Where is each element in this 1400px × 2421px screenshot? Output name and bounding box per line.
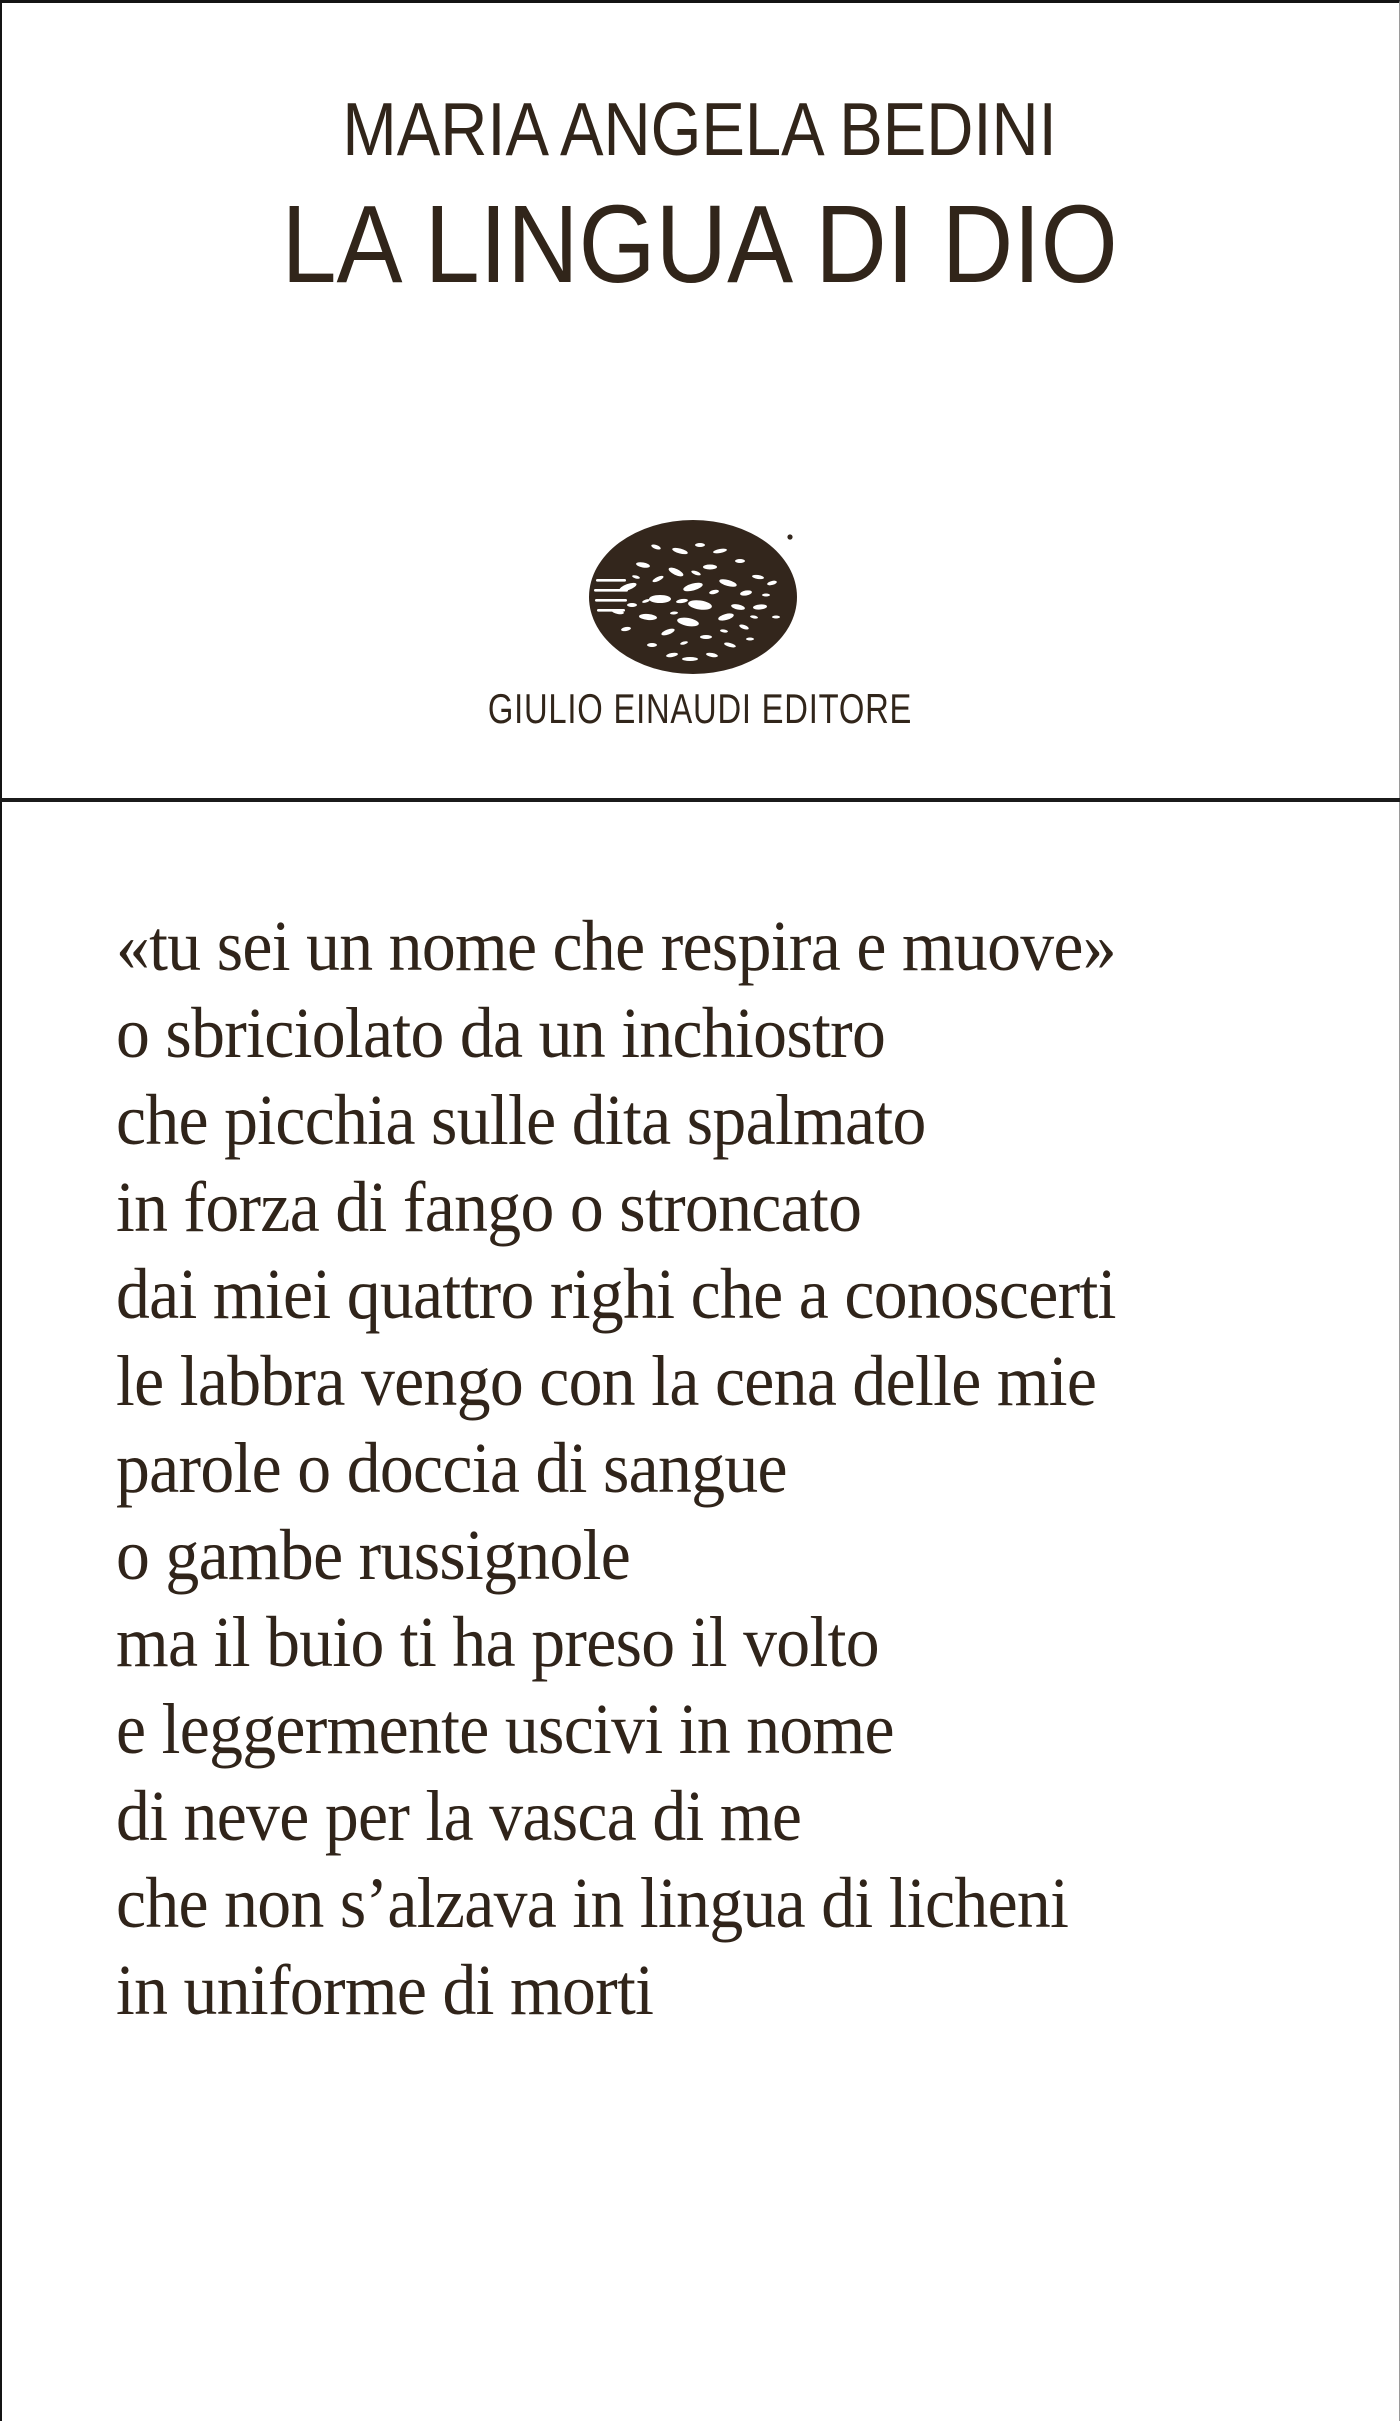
author-name bbox=[0, 87, 1400, 171]
poem-line: che non s’alzava in lingua di licheni bbox=[116, 1863, 1069, 1943]
poem-line: o gambe russignole bbox=[116, 1515, 631, 1595]
poem-line: dai miei quattro righi che a conoscerti bbox=[116, 1254, 1116, 1334]
poem-line: «tu sei un nome che respira e muove» bbox=[116, 906, 1116, 986]
poem-line: in forza di fango o stroncato bbox=[116, 1167, 862, 1247]
poem-line: di neve per la vasca di me bbox=[116, 1776, 802, 1856]
poem-line: o sbriciolato da un inchiostro bbox=[116, 993, 886, 1073]
book-title bbox=[0, 183, 1400, 306]
poem-line: in uniforme di morti bbox=[116, 1950, 654, 2030]
poem-line: e leggermente uscivi in nome bbox=[116, 1689, 894, 1769]
publisher-name-text: GIULIO EINAUDI EDITORE bbox=[487, 685, 913, 732]
poem-line: ma il buio ti ha preso il volto bbox=[116, 1602, 879, 1682]
publisher-name bbox=[0, 685, 1400, 732]
poem-text bbox=[116, 903, 1370, 2034]
poem-line: parole o doccia di sangue bbox=[116, 1428, 787, 1508]
book-title-text: LA LINGUA DI DIO bbox=[281, 183, 1119, 306]
poem-line: le labbra vengo con la cena delle mie bbox=[116, 1341, 1097, 1421]
poem-line: che picchia sulle dita spalmato bbox=[116, 1080, 926, 1160]
einaudi-ostrich-logo-icon bbox=[588, 515, 810, 677]
cover-divider bbox=[0, 798, 1400, 802]
author-name-text: MARIA ANGELA BEDINI bbox=[342, 87, 1058, 171]
